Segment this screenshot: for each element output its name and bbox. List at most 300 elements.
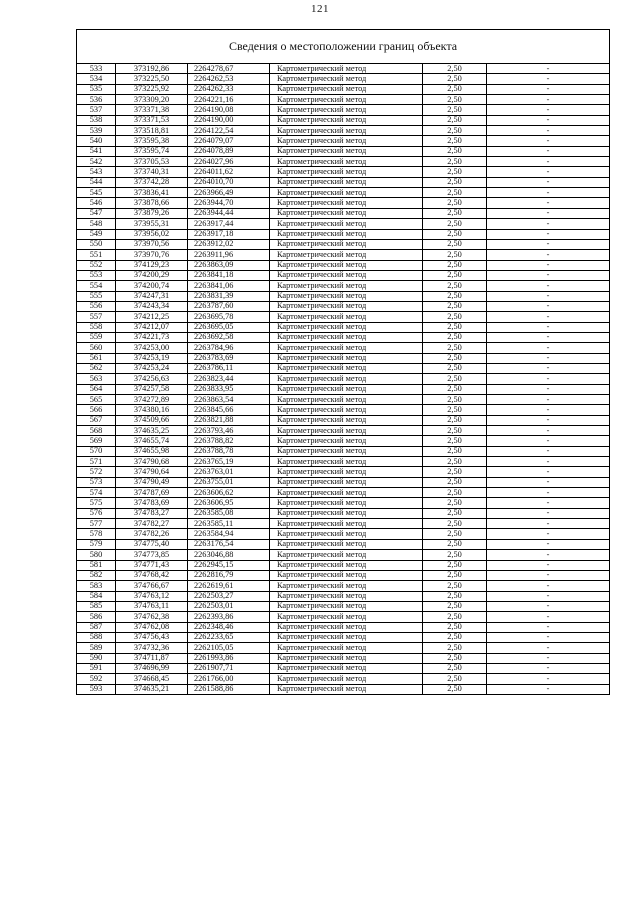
accuracy-cell: 2,50 xyxy=(423,560,487,570)
description-cell: - xyxy=(487,415,610,425)
description-cell: - xyxy=(487,208,610,218)
method-cell: Картометрический метод xyxy=(270,219,423,229)
method-cell: Картометрический метод xyxy=(270,684,423,694)
point-number-cell: 556 xyxy=(77,301,116,311)
description-cell: - xyxy=(487,167,610,177)
coord-x-cell: 374766,67 xyxy=(116,581,188,591)
description-cell: - xyxy=(487,529,610,539)
description-cell: - xyxy=(487,84,610,94)
point-number-cell: 558 xyxy=(77,322,116,332)
table-row xyxy=(77,539,609,549)
coord-x-cell: 373595,74 xyxy=(116,146,188,156)
coord-y-cell: 2263944,70 xyxy=(188,198,270,208)
coord-y-cell: 2263821,88 xyxy=(188,415,270,425)
description-cell: - xyxy=(487,74,610,84)
table-row xyxy=(77,74,609,84)
coord-y-cell: 2262348,46 xyxy=(188,622,270,632)
description-cell: - xyxy=(487,612,610,622)
description-cell: - xyxy=(487,384,610,394)
method-cell: Картометрический метод xyxy=(270,301,423,311)
description-cell: - xyxy=(487,343,610,353)
coord-y-cell: 2263584,94 xyxy=(188,529,270,539)
point-number-cell: 589 xyxy=(77,643,116,653)
point-number-cell: 579 xyxy=(77,539,116,549)
method-cell: Картометрический метод xyxy=(270,250,423,260)
point-number-cell: 550 xyxy=(77,239,116,249)
description-cell: - xyxy=(487,508,610,518)
coord-x-cell: 374253,19 xyxy=(116,353,188,363)
coord-y-cell: 2263695,05 xyxy=(188,322,270,332)
method-cell: Картометрический метод xyxy=(270,488,423,498)
point-number-cell: 564 xyxy=(77,384,116,394)
description-cell: - xyxy=(487,229,610,239)
coord-y-cell: 2263787,60 xyxy=(188,301,270,311)
method-cell: Картометрический метод xyxy=(270,519,423,529)
coord-x-cell: 373970,76 xyxy=(116,250,188,260)
method-cell: Картометрический метод xyxy=(270,663,423,673)
boundary-table-sheet xyxy=(76,29,610,695)
accuracy-cell: 2,50 xyxy=(423,167,487,177)
method-cell: Картометрический метод xyxy=(270,95,423,105)
description-cell: - xyxy=(487,446,610,456)
method-cell: Картометрический метод xyxy=(270,312,423,322)
point-number-cell: 565 xyxy=(77,395,116,405)
coord-y-cell: 2263763,01 xyxy=(188,467,270,477)
coord-x-cell: 374200,29 xyxy=(116,270,188,280)
coord-y-cell: 2261907,71 xyxy=(188,663,270,673)
coord-x-cell: 374783,27 xyxy=(116,508,188,518)
method-cell: Картометрический метод xyxy=(270,343,423,353)
coord-y-cell: 2263046,88 xyxy=(188,550,270,560)
point-number-cell: 540 xyxy=(77,136,116,146)
accuracy-cell: 2,50 xyxy=(423,467,487,477)
table-row xyxy=(77,467,609,477)
description-cell: - xyxy=(487,188,610,198)
coord-y-cell: 2262503,27 xyxy=(188,591,270,601)
coord-y-cell: 2263823,44 xyxy=(188,374,270,384)
table-row xyxy=(77,115,609,125)
description-cell: - xyxy=(487,270,610,280)
table-row xyxy=(77,601,609,611)
point-number-cell: 557 xyxy=(77,312,116,322)
accuracy-cell: 2,50 xyxy=(423,622,487,632)
method-cell: Картометрический метод xyxy=(270,601,423,611)
method-cell: Картометрический метод xyxy=(270,477,423,487)
coord-y-cell: 2262393,86 xyxy=(188,612,270,622)
method-cell: Картометрический метод xyxy=(270,436,423,446)
coord-x-cell: 373518,81 xyxy=(116,126,188,136)
coord-x-cell: 373371,53 xyxy=(116,115,188,125)
point-number-cell: 575 xyxy=(77,498,116,508)
point-number-cell: 574 xyxy=(77,488,116,498)
coord-y-cell: 2263944,44 xyxy=(188,208,270,218)
accuracy-cell: 2,50 xyxy=(423,239,487,249)
accuracy-cell: 2,50 xyxy=(423,684,487,694)
description-cell: - xyxy=(487,477,610,487)
point-number-cell: 580 xyxy=(77,550,116,560)
accuracy-cell: 2,50 xyxy=(423,74,487,84)
description-cell: - xyxy=(487,374,610,384)
accuracy-cell: 2,50 xyxy=(423,177,487,187)
accuracy-cell: 2,50 xyxy=(423,477,487,487)
coord-x-cell: 374775,40 xyxy=(116,539,188,549)
table-row xyxy=(77,167,609,177)
point-number-cell: 567 xyxy=(77,415,116,425)
coord-x-cell: 374253,00 xyxy=(116,343,188,353)
description-cell: - xyxy=(487,426,610,436)
accuracy-cell: 2,50 xyxy=(423,632,487,642)
description-cell: - xyxy=(487,105,610,115)
table-row xyxy=(77,488,609,498)
coord-y-cell: 2263917,44 xyxy=(188,219,270,229)
accuracy-cell: 2,50 xyxy=(423,539,487,549)
method-cell: Картометрический метод xyxy=(270,188,423,198)
accuracy-cell: 2,50 xyxy=(423,529,487,539)
description-cell: - xyxy=(487,95,610,105)
description-cell: - xyxy=(487,643,610,653)
accuracy-cell: 2,50 xyxy=(423,570,487,580)
table-row xyxy=(77,581,609,591)
description-cell: - xyxy=(487,219,610,229)
description-cell: - xyxy=(487,291,610,301)
point-number-cell: 544 xyxy=(77,177,116,187)
coord-x-cell: 374668,45 xyxy=(116,674,188,684)
method-cell: Картометрический метод xyxy=(270,591,423,601)
coord-y-cell: 2263845,66 xyxy=(188,405,270,415)
point-number-cell: 560 xyxy=(77,343,116,353)
accuracy-cell: 2,50 xyxy=(423,105,487,115)
point-number-cell: 552 xyxy=(77,260,116,270)
table-row xyxy=(77,198,609,208)
coordinates-table-body xyxy=(77,64,609,694)
point-number-cell: 583 xyxy=(77,581,116,591)
description-cell: - xyxy=(487,363,610,373)
point-number-cell: 578 xyxy=(77,529,116,539)
coord-y-cell: 2263793,46 xyxy=(188,426,270,436)
description-cell: - xyxy=(487,488,610,498)
accuracy-cell: 2,50 xyxy=(423,301,487,311)
accuracy-cell: 2,50 xyxy=(423,126,487,136)
description-cell: - xyxy=(487,570,610,580)
accuracy-cell: 2,50 xyxy=(423,446,487,456)
coord-x-cell: 374762,38 xyxy=(116,612,188,622)
method-cell: Картометрический метод xyxy=(270,281,423,291)
point-number-cell: 588 xyxy=(77,632,116,642)
method-cell: Картометрический метод xyxy=(270,229,423,239)
accuracy-cell: 2,50 xyxy=(423,488,487,498)
accuracy-cell: 2,50 xyxy=(423,198,487,208)
point-number-cell: 570 xyxy=(77,446,116,456)
point-number-cell: 572 xyxy=(77,467,116,477)
coord-x-cell: 374655,98 xyxy=(116,446,188,456)
description-cell: - xyxy=(487,115,610,125)
table-row xyxy=(77,84,609,94)
point-number-cell: 549 xyxy=(77,229,116,239)
description-cell: - xyxy=(487,550,610,560)
coord-y-cell: 2263784,96 xyxy=(188,343,270,353)
method-cell: Картометрический метод xyxy=(270,674,423,684)
method-cell: Картометрический метод xyxy=(270,426,423,436)
coord-x-cell: 374768,42 xyxy=(116,570,188,580)
coord-y-cell: 2263585,11 xyxy=(188,519,270,529)
point-number-cell: 566 xyxy=(77,405,116,415)
accuracy-cell: 2,50 xyxy=(423,384,487,394)
point-number-cell: 577 xyxy=(77,519,116,529)
coord-x-cell: 374256,63 xyxy=(116,374,188,384)
accuracy-cell: 2,50 xyxy=(423,653,487,663)
point-number-cell: 546 xyxy=(77,198,116,208)
coord-x-cell: 373740,31 xyxy=(116,167,188,177)
coord-x-cell: 374763,11 xyxy=(116,601,188,611)
coord-x-cell: 373879,26 xyxy=(116,208,188,218)
accuracy-cell: 2,50 xyxy=(423,363,487,373)
coord-y-cell: 2263765,19 xyxy=(188,457,270,467)
method-cell: Картометрический метод xyxy=(270,498,423,508)
coord-y-cell: 2263606,62 xyxy=(188,488,270,498)
coord-y-cell: 2263863,54 xyxy=(188,395,270,405)
table-row xyxy=(77,363,609,373)
description-cell: - xyxy=(487,436,610,446)
point-number-cell: 537 xyxy=(77,105,116,115)
accuracy-cell: 2,50 xyxy=(423,260,487,270)
table-row xyxy=(77,560,609,570)
coord-x-cell: 374773,85 xyxy=(116,550,188,560)
table-row xyxy=(77,622,609,632)
description-cell: - xyxy=(487,663,610,673)
method-cell: Картометрический метод xyxy=(270,632,423,642)
table-row xyxy=(77,146,609,156)
table-row xyxy=(77,426,609,436)
accuracy-cell: 2,50 xyxy=(423,281,487,291)
table-row xyxy=(77,188,609,198)
coord-x-cell: 374762,08 xyxy=(116,622,188,632)
method-cell: Картометрический метод xyxy=(270,508,423,518)
accuracy-cell: 2,50 xyxy=(423,115,487,125)
method-cell: Картометрический метод xyxy=(270,322,423,332)
accuracy-cell: 2,50 xyxy=(423,550,487,560)
coord-y-cell: 2261588,86 xyxy=(188,684,270,694)
description-cell: - xyxy=(487,239,610,249)
description-cell: - xyxy=(487,684,610,694)
coord-y-cell: 2263692,58 xyxy=(188,332,270,342)
point-number-cell: 535 xyxy=(77,84,116,94)
method-cell: Картометрический метод xyxy=(270,198,423,208)
accuracy-cell: 2,50 xyxy=(423,270,487,280)
method-cell: Картометрический метод xyxy=(270,550,423,560)
coord-x-cell: 374247,31 xyxy=(116,291,188,301)
method-cell: Картометрический метод xyxy=(270,405,423,415)
coord-y-cell: 2262233,65 xyxy=(188,632,270,642)
description-cell: - xyxy=(487,136,610,146)
method-cell: Картометрический метод xyxy=(270,529,423,539)
table-row xyxy=(77,291,609,301)
coord-y-cell: 2262503,01 xyxy=(188,601,270,611)
coord-x-cell: 374783,69 xyxy=(116,498,188,508)
coord-x-cell: 374272,89 xyxy=(116,395,188,405)
point-number-cell: 563 xyxy=(77,374,116,384)
description-cell: - xyxy=(487,64,610,74)
description-cell: - xyxy=(487,498,610,508)
method-cell: Картометрический метод xyxy=(270,374,423,384)
table-row xyxy=(77,570,609,580)
coord-x-cell: 374790,49 xyxy=(116,477,188,487)
point-number-cell: 542 xyxy=(77,157,116,167)
table-row xyxy=(77,136,609,146)
accuracy-cell: 2,50 xyxy=(423,581,487,591)
point-number-cell: 568 xyxy=(77,426,116,436)
method-cell: Картометрический метод xyxy=(270,105,423,115)
coord-x-cell: 374763,12 xyxy=(116,591,188,601)
table-row xyxy=(77,643,609,653)
point-number-cell: 569 xyxy=(77,436,116,446)
description-cell: - xyxy=(487,312,610,322)
accuracy-cell: 2,50 xyxy=(423,353,487,363)
coord-x-cell: 373225,50 xyxy=(116,74,188,84)
point-number-cell: 547 xyxy=(77,208,116,218)
accuracy-cell: 2,50 xyxy=(423,157,487,167)
table-row xyxy=(77,374,609,384)
description-cell: - xyxy=(487,198,610,208)
table-row xyxy=(77,436,609,446)
point-number-cell: 536 xyxy=(77,95,116,105)
method-cell: Картометрический метод xyxy=(270,146,423,156)
table-row xyxy=(77,405,609,415)
table-row xyxy=(77,529,609,539)
coord-x-cell: 373225,92 xyxy=(116,84,188,94)
coord-x-cell: 373956,02 xyxy=(116,229,188,239)
description-cell: - xyxy=(487,260,610,270)
point-number-cell: 562 xyxy=(77,363,116,373)
coord-x-cell: 374129,23 xyxy=(116,260,188,270)
coord-y-cell: 2264262,33 xyxy=(188,84,270,94)
method-cell: Картометрический метод xyxy=(270,115,423,125)
method-cell: Картометрический метод xyxy=(270,446,423,456)
table-row xyxy=(77,550,609,560)
coord-x-cell: 373970,56 xyxy=(116,239,188,249)
coord-y-cell: 2263788,82 xyxy=(188,436,270,446)
table-row xyxy=(77,126,609,136)
method-cell: Картометрический метод xyxy=(270,415,423,425)
coord-y-cell: 2263863,09 xyxy=(188,260,270,270)
coord-y-cell: 2261993,86 xyxy=(188,653,270,663)
point-number-cell: 573 xyxy=(77,477,116,487)
coord-y-cell: 2263966,49 xyxy=(188,188,270,198)
description-cell: - xyxy=(487,581,610,591)
accuracy-cell: 2,50 xyxy=(423,146,487,156)
point-number-cell: 559 xyxy=(77,332,116,342)
coord-y-cell: 2264010,70 xyxy=(188,177,270,187)
description-cell: - xyxy=(487,622,610,632)
coord-x-cell: 374212,07 xyxy=(116,322,188,332)
section-title: Сведения о местоположении границ объекта xyxy=(77,30,609,64)
coord-y-cell: 2263783,69 xyxy=(188,353,270,363)
table-row xyxy=(77,477,609,487)
method-cell: Картометрический метод xyxy=(270,167,423,177)
point-number-cell: 548 xyxy=(77,219,116,229)
coord-y-cell: 2262945,15 xyxy=(188,560,270,570)
description-cell: - xyxy=(487,457,610,467)
coord-y-cell: 2263831,39 xyxy=(188,291,270,301)
description-cell: - xyxy=(487,539,610,549)
description-cell: - xyxy=(487,653,610,663)
table-row xyxy=(77,612,609,622)
coord-x-cell: 374782,27 xyxy=(116,519,188,529)
point-number-cell: 538 xyxy=(77,115,116,125)
accuracy-cell: 2,50 xyxy=(423,208,487,218)
coord-y-cell: 2264011,62 xyxy=(188,167,270,177)
accuracy-cell: 2,50 xyxy=(423,188,487,198)
coord-y-cell: 2263755,01 xyxy=(188,477,270,487)
table-row xyxy=(77,384,609,394)
coord-y-cell: 2262105,05 xyxy=(188,643,270,653)
point-number-cell: 561 xyxy=(77,353,116,363)
table-row xyxy=(77,684,609,694)
method-cell: Картометрический метод xyxy=(270,457,423,467)
table-row xyxy=(77,250,609,260)
table-row xyxy=(77,281,609,291)
table-row xyxy=(77,105,609,115)
description-cell: - xyxy=(487,353,610,363)
coord-y-cell: 2263786,11 xyxy=(188,363,270,373)
table-row xyxy=(77,343,609,353)
coord-y-cell: 2263911,96 xyxy=(188,250,270,260)
table-row xyxy=(77,239,609,249)
point-number-cell: 555 xyxy=(77,291,116,301)
point-number-cell: 591 xyxy=(77,663,116,673)
accuracy-cell: 2,50 xyxy=(423,95,487,105)
method-cell: Картометрический метод xyxy=(270,363,423,373)
method-cell: Картометрический метод xyxy=(270,570,423,580)
method-cell: Картометрический метод xyxy=(270,539,423,549)
point-number-cell: 571 xyxy=(77,457,116,467)
method-cell: Картометрический метод xyxy=(270,643,423,653)
coord-y-cell: 2263176,54 xyxy=(188,539,270,549)
accuracy-cell: 2,50 xyxy=(423,643,487,653)
method-cell: Картометрический метод xyxy=(270,653,423,663)
point-number-cell: 576 xyxy=(77,508,116,518)
point-number-cell: 587 xyxy=(77,622,116,632)
description-cell: - xyxy=(487,560,610,570)
coord-y-cell: 2263788,78 xyxy=(188,446,270,456)
accuracy-cell: 2,50 xyxy=(423,84,487,94)
method-cell: Картометрический метод xyxy=(270,239,423,249)
point-number-cell: 551 xyxy=(77,250,116,260)
accuracy-cell: 2,50 xyxy=(423,332,487,342)
coord-y-cell: 2263841,06 xyxy=(188,281,270,291)
point-number-cell: 541 xyxy=(77,146,116,156)
description-cell: - xyxy=(487,301,610,311)
table-row xyxy=(77,446,609,456)
table-row xyxy=(77,498,609,508)
accuracy-cell: 2,50 xyxy=(423,457,487,467)
coord-x-cell: 374732,36 xyxy=(116,643,188,653)
coord-x-cell: 373878,66 xyxy=(116,198,188,208)
method-cell: Картометрический метод xyxy=(270,291,423,301)
method-cell: Картометрический метод xyxy=(270,332,423,342)
accuracy-cell: 2,50 xyxy=(423,591,487,601)
method-cell: Картометрический метод xyxy=(270,74,423,84)
description-cell: - xyxy=(487,467,610,477)
point-number-cell: 590 xyxy=(77,653,116,663)
method-cell: Картометрический метод xyxy=(270,157,423,167)
description-cell: - xyxy=(487,519,610,529)
point-number-cell: 581 xyxy=(77,560,116,570)
table-row xyxy=(77,312,609,322)
accuracy-cell: 2,50 xyxy=(423,498,487,508)
table-row xyxy=(77,270,609,280)
coord-x-cell: 374509,66 xyxy=(116,415,188,425)
coord-y-cell: 2263917,18 xyxy=(188,229,270,239)
